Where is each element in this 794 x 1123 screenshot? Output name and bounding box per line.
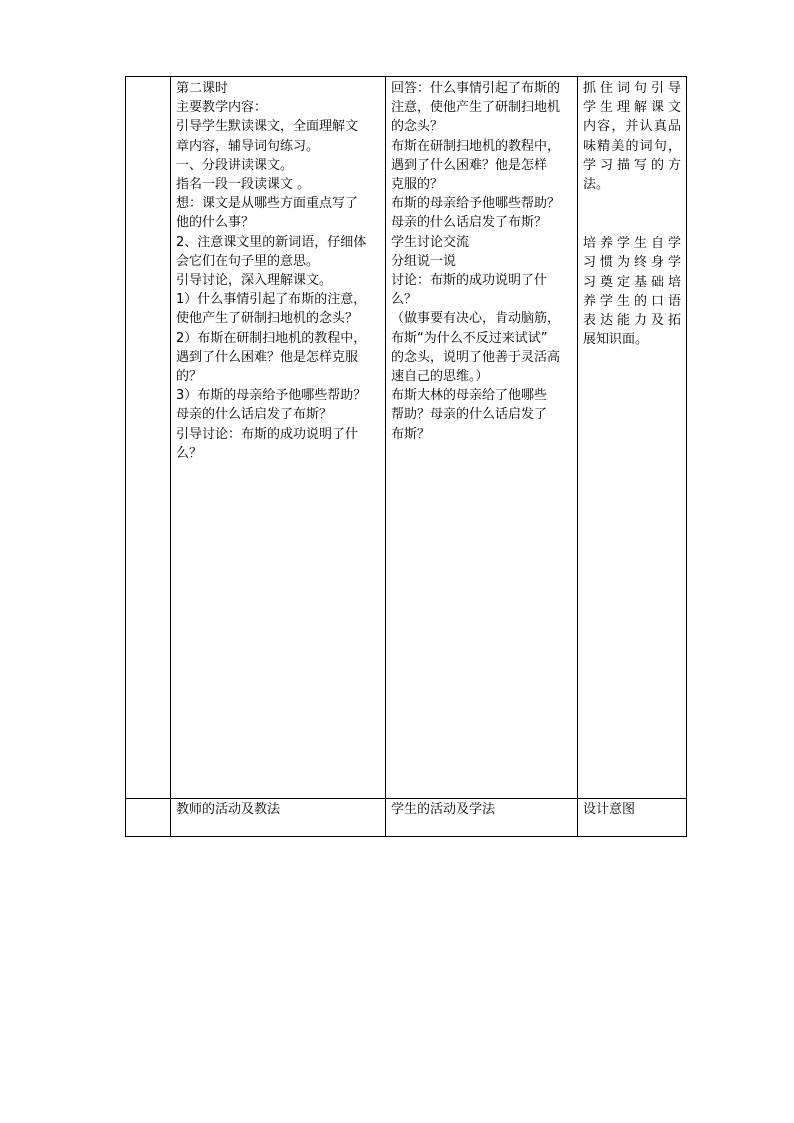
text-line: 内容，并认真品 [583, 119, 681, 135]
text-line: 么？ [176, 445, 203, 461]
student-header: 学生的活动及学法 [386, 799, 578, 837]
text-line: 布斯的母亲给予他哪些帮助？ [391, 196, 561, 212]
text-line: 表达能力及拓 [583, 313, 681, 329]
text-line: 习奠定基础培 [583, 274, 681, 290]
text-line: 布斯“为什么不反过来试试” [391, 330, 548, 346]
text-line: 章内容，辅导词句练习。 [176, 138, 320, 154]
text-line: 学生理解课文 [583, 100, 681, 116]
text-line: 习惯为终身学 [583, 255, 681, 271]
text-line: 2、注意课文里的新词语，仔细体 [176, 234, 367, 250]
text-line: 母亲的什么话启发了布斯？ [176, 407, 333, 423]
spacer [583, 194, 681, 234]
design-intent-block-1 [583, 79, 681, 194]
text-line: 学习描写的方 [583, 157, 681, 173]
text-line: 布斯在研制扫地机的教程中， [391, 138, 561, 154]
teacher-activity-cell [171, 77, 386, 799]
text-line: 布斯大林的母亲给了他哪些 [391, 388, 548, 404]
blank-header-cell [126, 799, 171, 837]
text-line: 的念头，说明了他善于灵活高 [391, 349, 561, 365]
text-line: 指名一段一段读课文 。 [176, 177, 311, 193]
text-line: 想：课文是从哪些方面重点写了 [176, 196, 359, 212]
text-line: 的？ [176, 369, 203, 385]
text-line: 遇到了什么困难？他是怎样克服 [176, 349, 359, 365]
text-line: 抓住词句引导 [583, 81, 681, 96]
text-line: 主要教学内容： [176, 100, 268, 116]
text-line: 他的什么事？ [176, 215, 255, 231]
text-line: 布斯？ [391, 426, 431, 442]
text-line: 的念头？ [391, 119, 444, 135]
design-intent-cell [578, 77, 687, 799]
text-line: 展知识面。 [583, 332, 649, 348]
text-line: 注意，使他产生了研制扫地机 [391, 100, 561, 116]
text-line: 养学生的口语 [583, 293, 681, 309]
text-line: 分组说一说 [391, 253, 457, 269]
content-row [126, 77, 687, 799]
text-line: 一、分段讲读课文。 [176, 157, 294, 173]
text-line: 学生讨论交流 [391, 234, 470, 250]
text-line: 2）布斯在研制扫地机的教程中， [176, 330, 367, 346]
header-row [126, 799, 687, 837]
design-intent-block-2 [583, 234, 681, 349]
text-line: 会它们在句子里的意思。 [176, 253, 320, 269]
student-activity-cell [386, 77, 578, 799]
teacher-header: 教师的活动及教法 [171, 799, 386, 837]
text-line: 引导学生默读课文，全面理解文 [176, 119, 359, 135]
text-line: 1）什么事情引起了布斯的注意， [176, 292, 367, 308]
text-line: 速自己的思维。） [391, 369, 489, 385]
text-line: 味精美的词句， [583, 138, 681, 154]
text-line: 3）布斯的母亲给予他哪些帮助？ [176, 388, 367, 404]
text-line: 使他产生了研制扫地机的念头？ [176, 311, 359, 327]
design-header: 设计意图 [578, 799, 687, 837]
text-line: 培养学生自学 [583, 236, 681, 252]
text-line: 引导讨论：布斯的成功说明了什 [176, 426, 359, 442]
text-line: 么？ [391, 292, 418, 308]
lesson-plan-table [125, 76, 687, 837]
text-line: 克服的？ [391, 177, 444, 193]
text-line: 法。 [583, 177, 610, 193]
text-line: 母亲的什么话启发了布斯？ [391, 215, 548, 231]
text-line: 回答：什么事情引起了布斯的 [391, 81, 561, 96]
text-line: （做事要有决心，肯动脑筋， [391, 311, 561, 327]
text-line: 帮助？母亲的什么话启发了 [391, 407, 548, 423]
text-line: 引导讨论，深入理解课文。 [176, 273, 333, 289]
text-line: 遇到了什么困难？他是怎样 [391, 157, 548, 173]
text-line: 第二课时 [176, 81, 229, 96]
blank-cell [126, 77, 171, 799]
text-line: 讨论：布斯的成功说明了什 [391, 273, 548, 289]
